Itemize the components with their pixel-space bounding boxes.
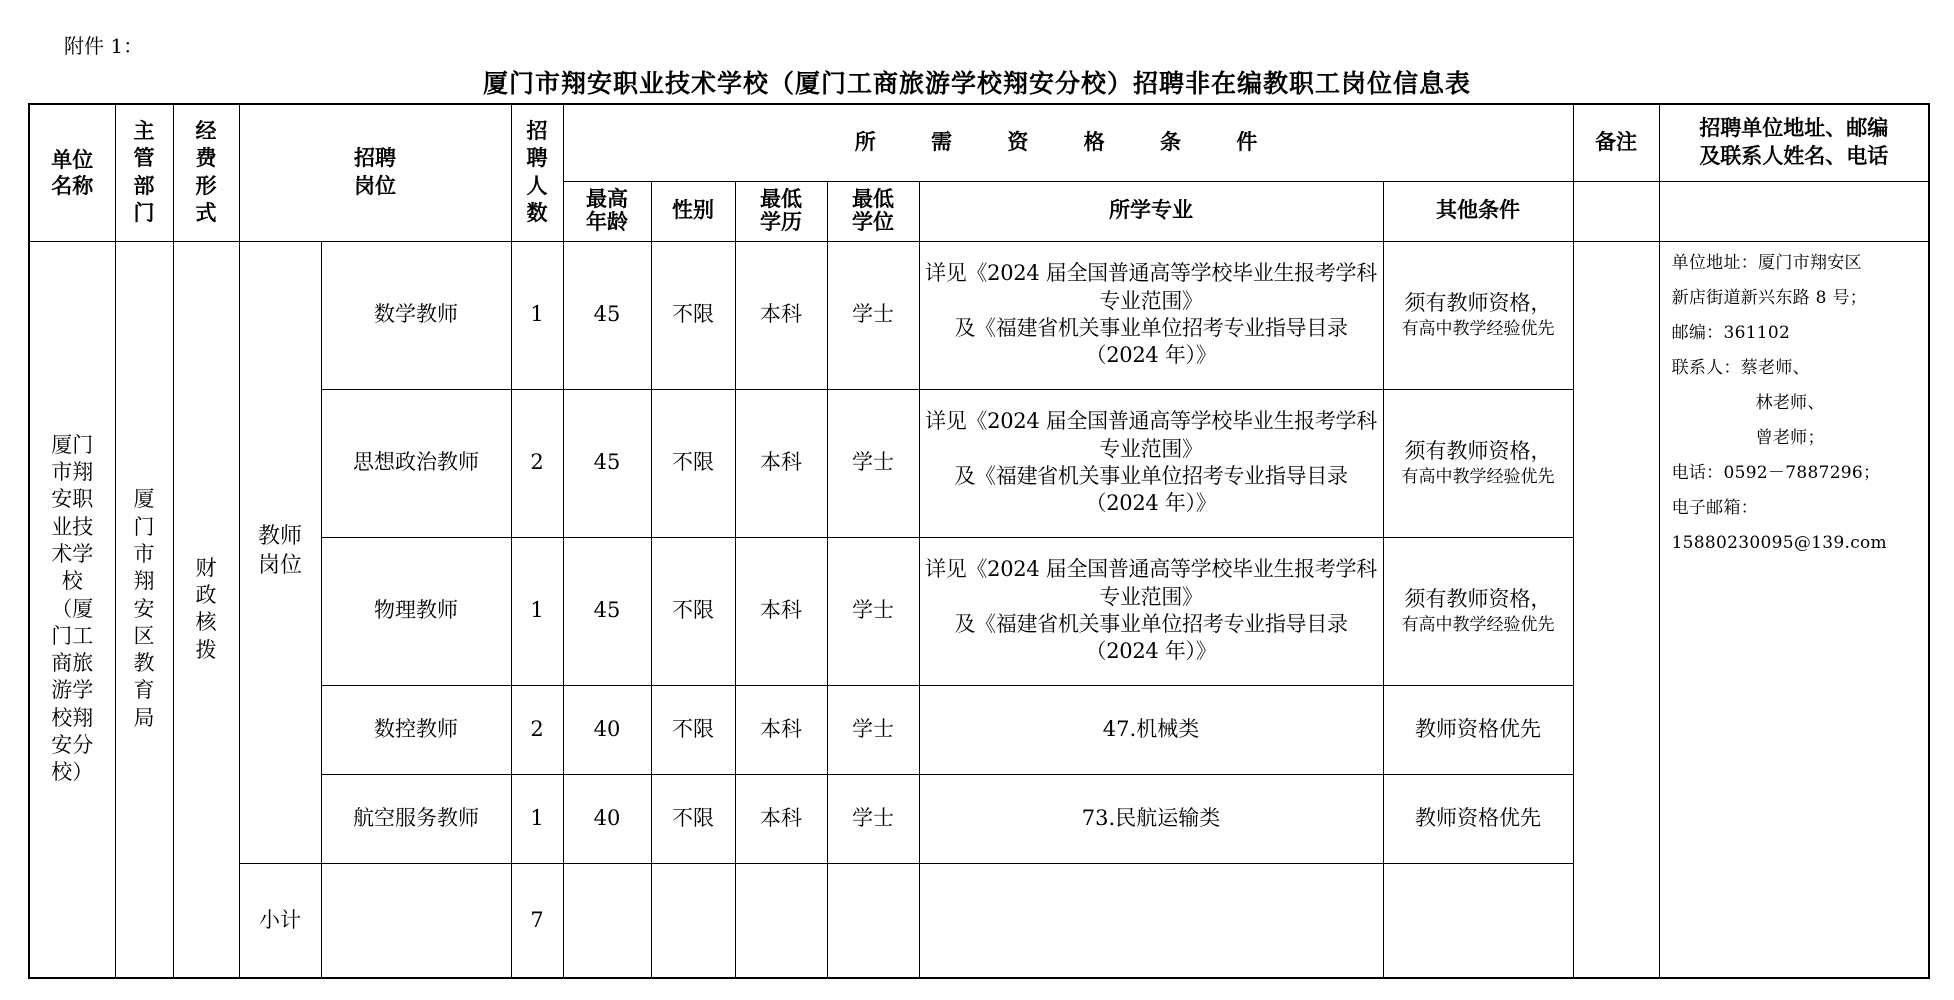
major-cell (919, 241, 1383, 389)
gender-cell: 不限 (651, 241, 735, 389)
dept-char: 教 (133, 651, 155, 676)
major-cell (919, 389, 1383, 537)
position-cell: 数控教师 (321, 685, 511, 774)
unit-name-line: 安职 (51, 487, 94, 512)
header-other: 其他条件 (1383, 181, 1573, 241)
header-remarks-blank (1573, 181, 1659, 241)
gender-cell: 不限 (651, 537, 735, 685)
dept-char: 区 (133, 623, 155, 648)
header-funding-3: 形 (195, 173, 217, 198)
header-position-1: 招聘 (354, 146, 396, 171)
header-min-degree (827, 181, 919, 241)
header-position-2: 岗位 (354, 173, 396, 198)
contact-person-1: 联系人：蔡老师、 (1671, 357, 1810, 378)
other-cell: 教师资格优先 (1383, 774, 1573, 863)
header-min-degree-1: 最低 (852, 186, 894, 211)
contact-phone: 电话：0592－7887296； (1671, 462, 1881, 483)
education-cell: 本科 (735, 241, 827, 389)
unit-name-line: 厦门 (51, 432, 94, 457)
major-line-2: 及《福建省机关事业单位招考专业指导目录（2024 年）》 (954, 316, 1348, 368)
education-cell: 本科 (735, 685, 827, 774)
age-cell: 45 (563, 241, 651, 389)
unit-name-line: 安分 (51, 733, 94, 758)
header-min-degree-2: 学位 (852, 210, 894, 234)
dept-char: 安 (133, 596, 155, 621)
degree-cell: 学士 (827, 537, 919, 685)
degree-cell: 学士 (827, 241, 919, 389)
unit-name-line: 校翔 (51, 705, 94, 730)
header-min-education-2: 学历 (760, 210, 802, 234)
dept-char: 翔 (133, 569, 155, 594)
dept-char: 门 (133, 514, 155, 539)
subtotal-position-blank (321, 863, 511, 978)
header-count-3: 人 (526, 173, 548, 198)
unit-name-line: 校 (61, 569, 83, 594)
dept-cell (115, 241, 173, 978)
contact-email: 15880230095@139.com (1671, 532, 1887, 553)
page-title: 厦门市翔安职业技术学校（厦门工商旅游学校翔安分校）招聘非在编教职工岗位信息表 (482, 69, 1471, 98)
header-dept-2: 管 (133, 146, 155, 171)
funding-char: 政 (195, 582, 217, 607)
header-funding (173, 104, 239, 241)
subtotal-label: 小计 (239, 863, 321, 978)
gender-cell: 不限 (651, 774, 735, 863)
degree-cell: 学士 (827, 389, 919, 537)
education-cell: 本科 (735, 389, 827, 537)
header-count-1: 招 (526, 119, 548, 144)
other-line-2: 有高中教学经验优先 (1401, 466, 1555, 487)
major-line-1: 详见《2024 届全国普通高等学校毕业生报考学科专业范围》 (925, 261, 1377, 313)
category-line-2: 岗位 (257, 553, 302, 578)
header-dept-3: 部 (133, 173, 155, 198)
header-position (239, 104, 511, 241)
header-contact-2: 及联系人姓名、电话 (1699, 143, 1889, 168)
funding-char: 财 (195, 555, 217, 580)
age-cell: 40 (563, 685, 651, 774)
funding-char: 拨 (195, 637, 217, 662)
major-cell: 73.民航运输类 (919, 774, 1383, 863)
subtotal-count: 7 (511, 863, 563, 978)
attachment-label: 附件 1： (64, 34, 144, 58)
other-cell (1383, 389, 1573, 537)
header-contact-blank (1659, 181, 1929, 241)
unit-name-line: （厦 (51, 596, 94, 621)
count-cell: 1 (511, 537, 563, 685)
subtotal-blank (919, 863, 1383, 978)
major-line-2: 及《福建省机关事业单位招考专业指导目录（2024 年）》 (954, 612, 1348, 664)
header-funding-2: 费 (195, 146, 217, 171)
header-min-education (735, 181, 827, 241)
category-cell (239, 241, 321, 863)
header-contact (1659, 104, 1929, 181)
header-qualifications: 所 需 资 格 条 件 (563, 104, 1573, 181)
dept-char: 厦 (133, 487, 155, 512)
funding-char: 核 (195, 610, 217, 635)
unit-name-cell (29, 241, 115, 978)
header-unit-name (29, 104, 115, 241)
unit-name-line: 业技 (51, 514, 94, 539)
header-dept-1: 主 (133, 119, 155, 144)
other-cell (1383, 537, 1573, 685)
dept-char: 局 (133, 705, 155, 730)
major-cell (919, 537, 1383, 685)
header-unit-name-text: 单位名称 (51, 147, 94, 198)
header-max-age-2: 年龄 (586, 210, 628, 234)
unit-name-line: 商旅 (51, 651, 94, 676)
contact-cell (1659, 241, 1929, 978)
remarks-cell (1573, 241, 1659, 978)
contact-person-3: 曾老师； (1755, 427, 1825, 448)
contact-email-label: 电子邮箱： (1671, 497, 1759, 518)
major-line-2: 及《福建省机关事业单位招考专业指导目录（2024 年）》 (954, 464, 1348, 516)
funding-cell (173, 241, 239, 978)
header-major: 所学专业 (919, 181, 1383, 241)
position-cell: 思想政治教师 (321, 389, 511, 537)
subtotal-blank (563, 863, 651, 978)
other-line-1: 须有教师资格， (1404, 291, 1552, 316)
count-cell: 1 (511, 774, 563, 863)
other-cell (1383, 241, 1573, 389)
header-max-age-1: 最高 (586, 186, 628, 211)
other-line-2: 有高中教学经验优先 (1401, 614, 1555, 635)
contact-person-2: 林老师、 (1755, 392, 1825, 413)
other-cell: 教师资格优先 (1383, 685, 1573, 774)
position-cell: 航空服务教师 (321, 774, 511, 863)
table-row (29, 241, 1929, 389)
contact-address-1: 单位地址：厦门市翔安区 (1671, 252, 1862, 273)
header-max-age (563, 181, 651, 241)
gender-cell: 不限 (651, 389, 735, 537)
age-cell: 45 (563, 389, 651, 537)
count-cell: 1 (511, 241, 563, 389)
subtotal-blank (651, 863, 735, 978)
unit-name-line: 校） (51, 760, 94, 785)
subtotal-blank (827, 863, 919, 978)
other-line-2: 有高中教学经验优先 (1401, 318, 1555, 339)
contact-address-2: 新店街道新兴东路 8 号； (1671, 287, 1868, 308)
unit-name-line: 市翔 (51, 460, 94, 485)
recruitment-table (28, 103, 1930, 979)
header-row-1 (29, 104, 1929, 181)
subtotal-blank (1383, 863, 1573, 978)
dept-char: 育 (133, 678, 155, 703)
header-remarks: 备注 (1573, 104, 1659, 181)
header-dept (115, 104, 173, 241)
count-cell: 2 (511, 685, 563, 774)
major-line-1: 详见《2024 届全国普通高等学校毕业生报考学科专业范围》 (925, 557, 1377, 609)
subtotal-blank (735, 863, 827, 978)
education-cell: 本科 (735, 537, 827, 685)
header-funding-1: 经 (195, 119, 217, 144)
contact-postcode: 邮编：361102 (1671, 322, 1791, 343)
header-contact-1: 招聘单位地址、邮编 (1699, 116, 1889, 141)
other-line-1: 须有教师资格， (1404, 439, 1552, 464)
major-cell: 47.机械类 (919, 685, 1383, 774)
degree-cell: 学士 (827, 685, 919, 774)
header-count (511, 104, 563, 241)
unit-name-line: 术学 (51, 542, 94, 566)
category-line-1: 教师 (257, 524, 302, 550)
age-cell: 40 (563, 774, 651, 863)
gender-cell: 不限 (651, 685, 735, 774)
unit-name-line: 游学 (51, 678, 94, 703)
header-min-education-1: 最低 (760, 186, 802, 211)
header-count-2: 聘 (526, 146, 548, 171)
other-line-1: 须有教师资格， (1404, 587, 1552, 612)
age-cell: 45 (563, 537, 651, 685)
count-cell: 2 (511, 389, 563, 537)
position-cell: 物理教师 (321, 537, 511, 685)
header-count-4: 数 (526, 201, 548, 226)
header-funding-4: 式 (195, 201, 217, 226)
dept-char: 市 (133, 542, 155, 566)
header-dept-4: 门 (133, 201, 155, 226)
header-gender: 性别 (651, 181, 735, 241)
position-cell: 数学教师 (321, 241, 511, 389)
education-cell: 本科 (735, 774, 827, 863)
unit-name-line: 门工 (51, 623, 94, 648)
degree-cell: 学士 (827, 774, 919, 863)
major-line-1: 详见《2024 届全国普通高等学校毕业生报考学科专业范围》 (925, 409, 1377, 461)
